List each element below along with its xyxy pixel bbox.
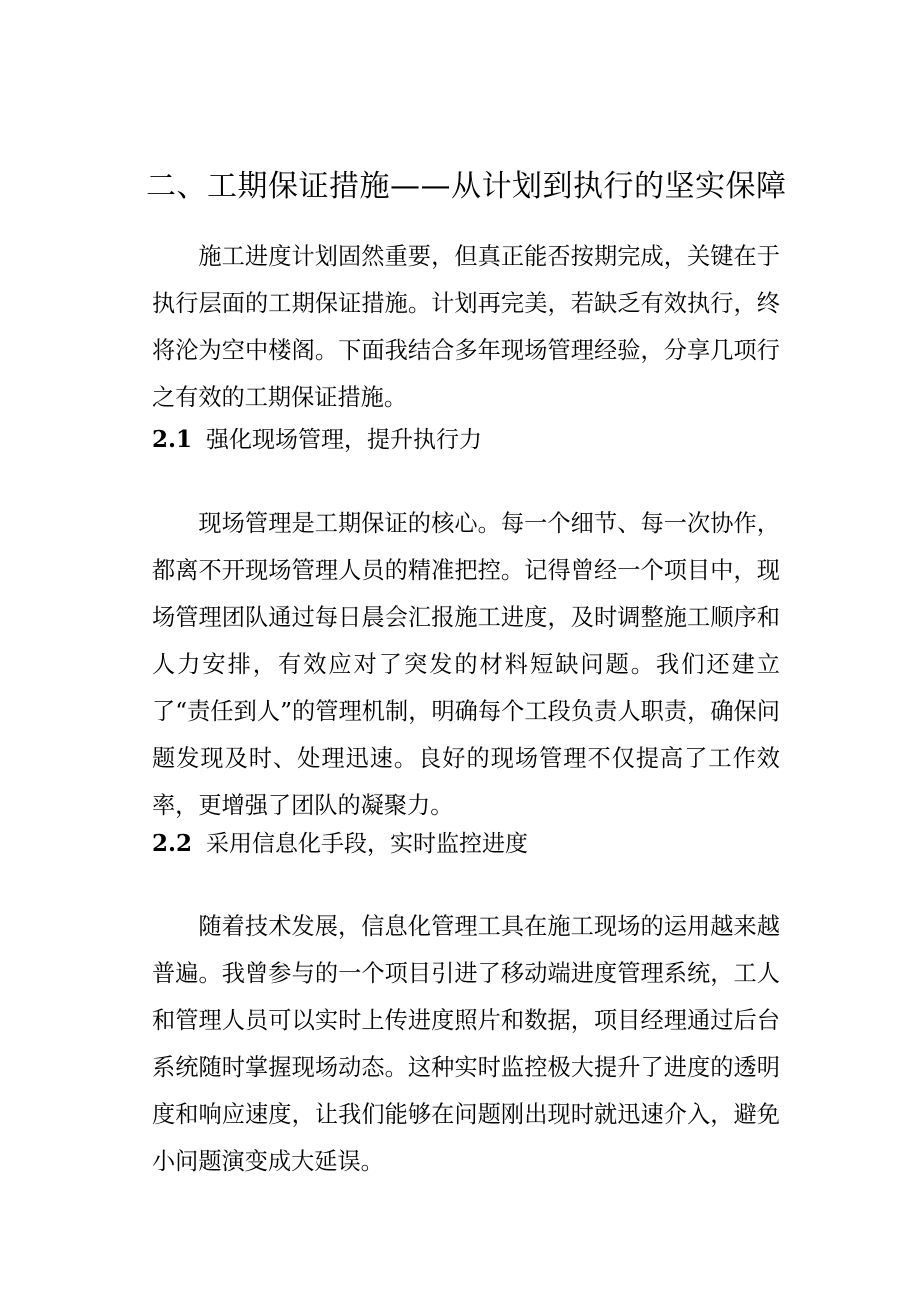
section-2-2-paragraph: 随着技术发展，信息化管理工具在施工现场的运用越来越普遍。我曾参与的一个项目引进了移动端进度管理系统，工人和管理人员可以实时上传进度照片和数据，项目经理通过后台系统随时掌握现场动态。这种实时监控极大提升了进度的透明度和响应速度，让我们能够在问题刚出现时就迅速介入，避免小问题演变成大延误。 [152,913,780,1175]
section-2-1-paragraph: 现场管理是工期保证的核心。每一个细节、每一次协作，都离不开现场管理人员的精准把控。记得曾经一个项目中，现场管理团队通过每日晨会汇报施工进度，及时调整施工顺序和人力安排，有效应对了突发的材料短缺问题。我们还建立了“责任到人”的管理机制，明确每个工段负责人职责，确保问题发现及时、处理迅速。良好的现场管理不仅提高了工作效率，更增强了团队的凝聚力。 [152,510,780,819]
section-number: 2.2 [152,830,193,857]
section-number: 2.1 [152,426,193,453]
section-heading-2-1 [152,422,780,458]
page-title: 二、工期保证措施——从计划到执行的坚实保障 [146,169,787,204]
section-heading-text: 强化现场管理，提升执行力 [206,427,483,453]
intro-paragraph: 施工进度计划固然重要，但真正能否按期完成，关键在于执行层面的工期保证措施。计划再完美，若缺乏有效执行，终将沦为空中楼阁。下面我结合多年现场管理经验，分享几项行之有效的工期保证措施。 [152,243,780,411]
section-heading-2-2 [152,826,780,862]
section-heading-text: 采用信息化手段，实时监控进度 [206,831,529,857]
